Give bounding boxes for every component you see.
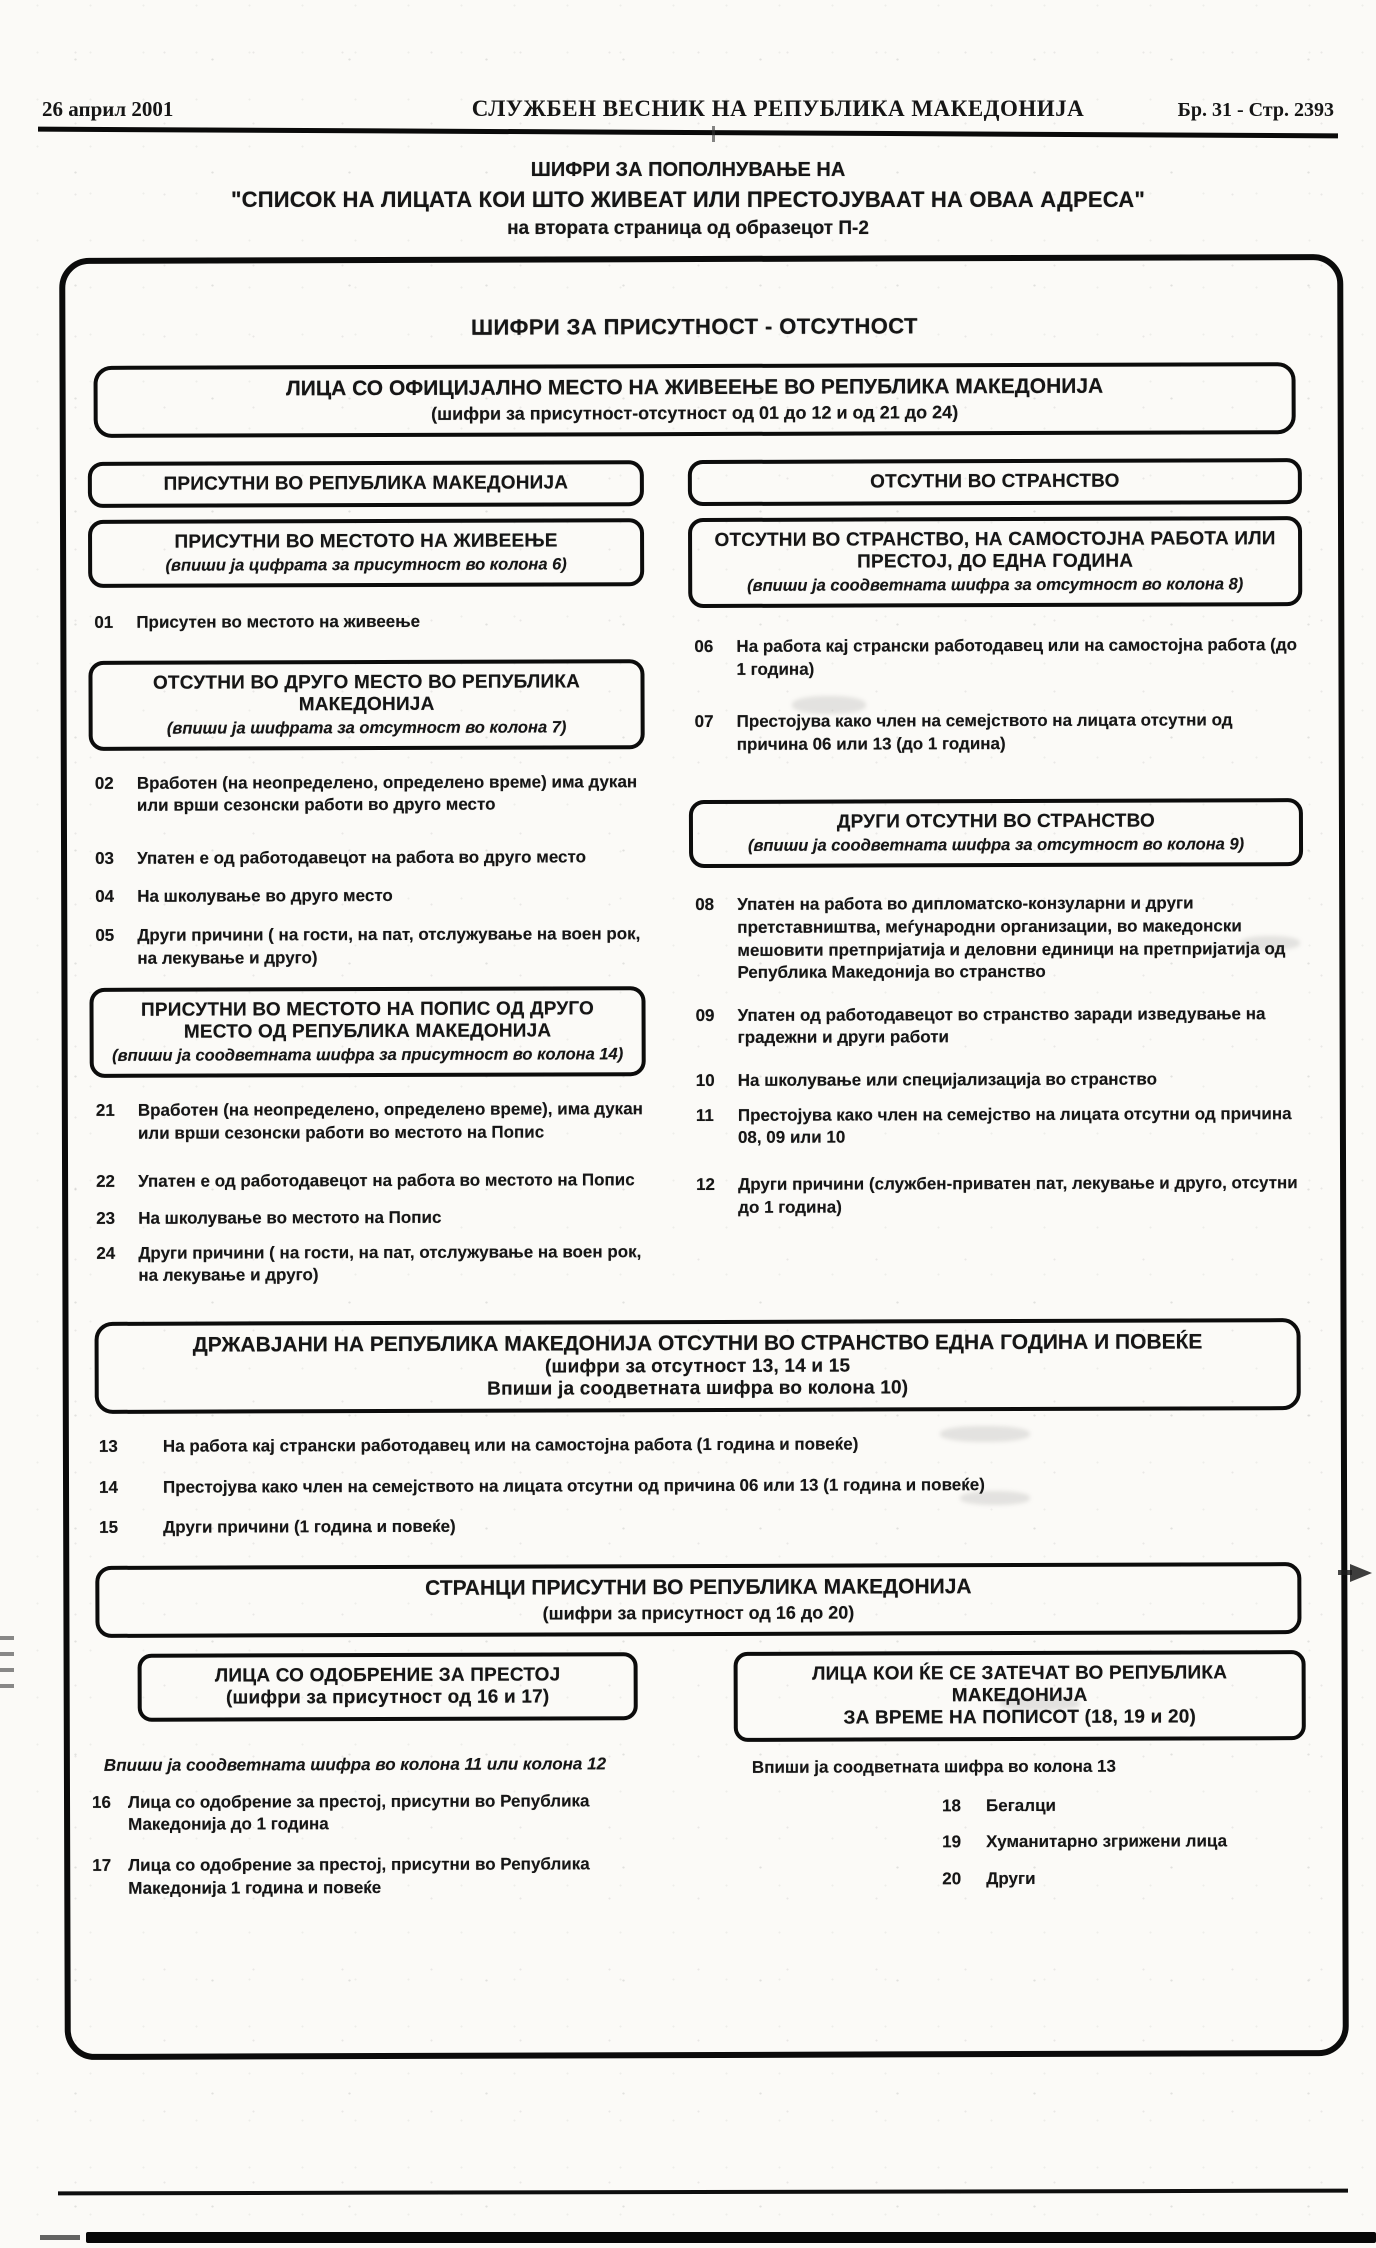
item-text: Други причини ( на гости, на пат, отслужување на воен рок, на лекување и друго) xyxy=(137,924,641,968)
item-code: 17 xyxy=(92,1855,112,1875)
item-08 xyxy=(695,893,1303,985)
item-code: 23 xyxy=(96,1208,116,1229)
item-text: На работа кај странски работодавец или на самостојна работа (1 година и повеќе) xyxy=(162,1434,859,1456)
box-census-line2: МЕСТО ОД РЕПУБЛИКА МАКЕДОНИЈА xyxy=(183,1020,552,1043)
item-text: Вработен (на неопределено, определено време), има дукан или врши сезонски работи во местото на Попис xyxy=(137,1099,643,1143)
item-code: 09 xyxy=(695,1005,715,1025)
item-09 xyxy=(696,1003,1304,1050)
left-column xyxy=(88,460,647,1288)
item-code: 11 xyxy=(695,1105,714,1125)
item-20 xyxy=(942,1867,1306,1891)
box-other-abroad-line2: (впиши ја соодветната шифра за отсутност во колона 9) xyxy=(747,835,1245,856)
item-text: Престојува како член на семејството на лицата отсутни од причина 06 или 13 (до 1 година) xyxy=(736,710,1233,754)
box-citizens-line1: ЛИЦА СО ОФИЦИЈАЛНО МЕСТО НА ЖИВЕЕЊЕ ВО РЕПУБЛИКА МАКЕДОНИЈА xyxy=(285,374,1104,401)
box-census-line1: ПРИСУТНИ ВО МЕСТОТО НА ПОПИС ОД ДРУГО xyxy=(141,998,595,1022)
item-text: Лица со одобрение за престој, присутни во Република Македонија 1 година и повеќе xyxy=(128,1854,590,1898)
box-census-line3: (впиши ја соодветната шифра за присутност во колона 14) xyxy=(112,1045,624,1066)
box-present-at-residence xyxy=(88,518,644,588)
box-abroad-work-line1: ОТСУТНИ ВО СТРАНСТВО, НА САМОСТОЈНА РАБОТА ИЛИ xyxy=(714,528,1276,551)
item-code: 22 xyxy=(96,1172,116,1192)
scan-artifact-double-line xyxy=(58,2189,1348,2196)
box-abroad-work-line2: ПРЕСТОЈ, ДО ЕДНА ГОДИНА xyxy=(857,550,1134,573)
header-rule xyxy=(38,127,1338,139)
bottom-two-column-area xyxy=(92,1650,1307,1900)
box-abroad-year-line2: (шифри за отсутност 13, 14 и 15 xyxy=(544,1355,851,1378)
item-24 xyxy=(96,1241,646,1288)
item-05 xyxy=(95,923,645,970)
item-code: 13 xyxy=(98,1436,118,1456)
item-text: Престојува како член на семејство на лицата отсутни од причина 08, 09 или 10 xyxy=(737,1103,1292,1148)
item-01 xyxy=(88,610,644,634)
box-foreigners-present xyxy=(95,1562,1301,1638)
box-absent-other-line2: (впиши ја шифрата за отсутност во колона 7) xyxy=(166,718,567,738)
box-present-in-macedonia xyxy=(88,460,644,508)
issue-date: 26 април 2001 xyxy=(42,97,174,121)
item-text: На школување или специјализација во странство xyxy=(737,1069,1157,1090)
document-title-line2: "СПИСОК НА ЛИЦАТА КОИ ШТО ЖИВЕАТ ИЛИ ПРЕСТОЈУВААТ НА ОВАА АДРЕСА" xyxy=(231,187,1145,212)
box-permit-line2: (шифри за присутност од 16 и 17) xyxy=(225,1686,550,1709)
item-code: 05 xyxy=(95,925,115,945)
box-residence-permit xyxy=(138,1652,638,1722)
items-abroad-year xyxy=(91,1432,1305,1540)
item-19 xyxy=(942,1830,1306,1854)
item-code: 07 xyxy=(694,712,714,732)
item-text: Други причини (1 година и повеќе) xyxy=(163,1516,456,1537)
item-12 xyxy=(696,1172,1304,1219)
box-absent-other-line1: ОТСУТНИ ВО ДРУГО МЕСТО ВО РЕПУБЛИКА МАКЕДОНИЈА xyxy=(152,670,581,715)
scan-artifact-bottom-band-left xyxy=(40,2235,80,2240)
item-17 xyxy=(92,1853,648,1900)
item-text: Лица со одобрение за престој, присутни во Република Македонија до 1 година xyxy=(127,1791,590,1835)
item-code: 20 xyxy=(942,1869,962,1889)
box-citizens-line2: (шифри за присутност-отсутност од 01 до 12 и од 21 до 24) xyxy=(431,402,959,424)
item-03 xyxy=(95,846,645,870)
item-13 xyxy=(99,1432,1305,1458)
item-code: 18 xyxy=(942,1795,961,1816)
item-code: 01 xyxy=(94,612,114,632)
item-code: 16 xyxy=(91,1792,111,1812)
box-foreigners-line2: (шифри за присутност од 16 до 20) xyxy=(542,1602,855,1624)
item-10 xyxy=(696,1068,1304,1093)
items-absent-other xyxy=(89,771,646,970)
item-code: 15 xyxy=(99,1517,119,1538)
box-found-line1: ЛИЦА КОИ ЌЕ СЕ ЗАТЕЧАТ ВО РЕПУБЛИКА МАКЕДОНИЈА xyxy=(812,1662,1228,1706)
two-column-area xyxy=(88,458,1305,1288)
scan-artifact-arrow xyxy=(1350,1564,1372,1582)
item-07 xyxy=(695,709,1303,756)
item-code: 14 xyxy=(99,1477,118,1497)
item-code: 12 xyxy=(696,1174,716,1194)
box-other-abroad-line1: ДРУГИ ОТСУТНИ ВО СТРАНСТВО xyxy=(836,811,1156,834)
box-found-line2: ЗА ВРЕМЕ НА ПОПИСОТ (18, 19 и 20) xyxy=(843,1706,1197,1729)
item-23 xyxy=(96,1206,646,1230)
item-15 xyxy=(99,1513,1305,1539)
item-code: 19 xyxy=(942,1832,962,1852)
box-citizens-abroad-one-year xyxy=(95,1318,1301,1414)
page-header xyxy=(42,96,1334,122)
items-abroad-work xyxy=(688,634,1302,756)
item-code: 08 xyxy=(695,895,715,915)
box-absent-abroad xyxy=(688,458,1302,506)
item-text: Упатен е од работодавецот на работа во местото на Попис xyxy=(138,1170,635,1192)
document-title xyxy=(0,159,1376,240)
bottom-right-column xyxy=(692,1650,1307,1892)
scan-artifact-bottom-band xyxy=(86,2232,1376,2243)
codes-main-title: ШИФРИ ЗА ПРИСУТНОСТ - ОТСУТНОСТ xyxy=(470,313,918,340)
items-other-abroad xyxy=(689,893,1304,1220)
item-text: Упатен на работа во дипломатско-конзуларни и други претставништва, меѓународни организации, во македонски мешовити претпријатија и деловни единици на претпријатија од Република Македонија во странство xyxy=(737,893,1286,983)
item-text: Упатен е од работодавецот на работа во друго место xyxy=(137,847,587,868)
codes-outer-box xyxy=(59,254,1349,2060)
item-16 xyxy=(92,1790,648,1837)
item-code: 06 xyxy=(694,636,714,657)
gazette-title: СЛУЖБЕН ВЕСНИК НА РЕПУБЛИКА МАКЕДОНИЈА xyxy=(471,96,1085,121)
scan-artifact-smudge xyxy=(940,1426,1030,1442)
item-14 xyxy=(99,1473,1305,1499)
box-present-mk-label: ПРИСУТНИ ВО РЕПУБЛИКА МАКЕДОНИЈА xyxy=(163,472,569,495)
item-text: Други причини ( на гости, на пат, отслужување на воен рок, на лекување и друго) xyxy=(138,1241,642,1286)
item-code: 24 xyxy=(96,1243,116,1263)
box-present-at-census-place xyxy=(89,986,645,1078)
item-text: Други причини (службен-приватен пат, лекување и друго, отсутни до 1 година) xyxy=(738,1173,1298,1217)
scan-artifact-top-tick xyxy=(712,126,715,142)
issue-page-number: Бр. 31 - Стр. 2393 xyxy=(1177,99,1334,121)
box-abroad-year-line1: ДРЖАВЈАНИ НА РЕПУБЛИКА МАКЕДОНИЈА ОТСУТНИ ВО СТРАНСТВО ЕДНА ГОДИНА И ПОВЕЌЕ xyxy=(192,1330,1203,1357)
item-text: На школување во друго место xyxy=(137,886,393,907)
item-code: 04 xyxy=(95,887,115,907)
scan-artifact-smudge xyxy=(792,696,866,714)
item-18 xyxy=(942,1794,1306,1818)
bottom-left-column xyxy=(92,1652,649,1900)
box-foreigners-line1: СТРАНЦИ ПРИСУТНИ ВО РЕПУБЛИКА МАКЕДОНИЈА xyxy=(425,1574,972,1600)
document-title-line3: на втората страница од образецот П-2 xyxy=(507,218,869,239)
box-absent-abroad-work xyxy=(688,516,1302,608)
box-present-home-line2: (впиши ја цифрата за присутност во колона 6) xyxy=(165,555,567,575)
item-21 xyxy=(96,1098,646,1145)
item-04 xyxy=(95,885,645,909)
document-title-line1: ШИФРИ ЗА ПОПОЛНУВАЊЕ НА xyxy=(530,159,846,181)
item-text: Престојува како член на семејството на лицата отсутни од причина 06 или 13 (1 година и повеќе) xyxy=(163,1474,985,1497)
box-present-home-line1: ПРИСУТНИ ВО МЕСТОТО НА ЖИВЕЕЊЕ xyxy=(174,530,558,553)
item-text: Вработен (на неопределено, определено време) има дукан или врши сезонски работи во друго место xyxy=(136,771,638,815)
box-abroad-year-line3: Впиши ја соодветната шифра во колона 10) xyxy=(487,1377,909,1400)
right-column xyxy=(688,458,1304,1219)
box-abroad-work-line3: (впиши ја соодветната шифра за отсутност во колона 8) xyxy=(747,575,1244,595)
items-found xyxy=(692,1794,1306,1892)
item-11 xyxy=(696,1103,1304,1150)
item-text: Хуманитарно згрижени лица xyxy=(986,1831,1228,1852)
items-permit xyxy=(92,1790,648,1900)
scan-artifact-smudge xyxy=(1000,1696,1080,1711)
box-abroad-label: ОТСУТНИ ВО СТРАНСТВО xyxy=(870,470,1120,493)
item-text: Други xyxy=(986,1868,1036,1889)
item-text: На школување во местото на Попис xyxy=(138,1207,442,1228)
item-text: Бегалци xyxy=(986,1795,1056,1815)
found-note: Впиши ја соодветната шифра во колона 13 xyxy=(751,1756,1116,1777)
item-code: 03 xyxy=(95,848,115,868)
item-22 xyxy=(96,1170,646,1194)
permit-note: Впиши ја соодветната шифра во колона 11 или колона 12 xyxy=(103,1754,607,1775)
box-absent-other-place xyxy=(88,659,644,751)
item-code: 02 xyxy=(94,773,114,793)
item-text: Упатен од работодавецот во странство заради изведување на градежни и други работи xyxy=(737,1004,1266,1048)
box-permit-line1: ЛИЦА СО ОДОБРЕНИЕ ЗА ПРЕСТОЈ xyxy=(214,1664,561,1687)
items-census xyxy=(90,1098,647,1287)
item-06 xyxy=(694,634,1302,681)
item-02 xyxy=(95,771,645,818)
box-other-absent-abroad xyxy=(689,799,1303,869)
item-text: На работа кај странски работодавец или на самостојна работа (до 1 година) xyxy=(736,635,1298,679)
scan-artifact-smudge xyxy=(960,1491,1030,1505)
box-citizens-official-residence xyxy=(94,362,1296,438)
item-code: 10 xyxy=(695,1071,715,1091)
item-text: Присутен во местото на живеење xyxy=(136,611,421,632)
scan-artifact-smudge xyxy=(1240,936,1300,950)
scan-artifact-edge-dashes xyxy=(0,1636,14,1694)
scan-artifact-arrow-tail xyxy=(1338,1570,1352,1575)
item-code: 21 xyxy=(95,1101,115,1121)
